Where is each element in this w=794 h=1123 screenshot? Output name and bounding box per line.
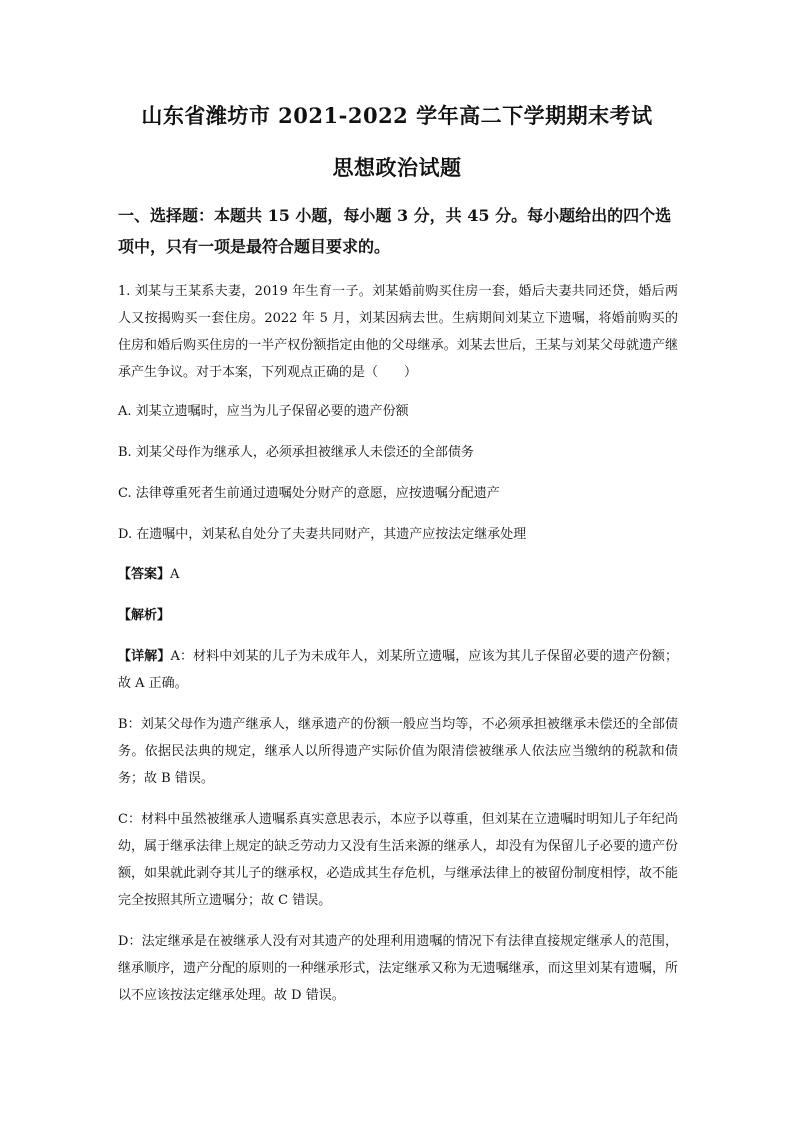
answer-tag: 【答案】 [118,567,171,582]
detail-d: D：法定继承是在被继承人没有对其遗产的处理利用遗嘱的情况下有法律直接规定继承人的范围，继承顺序，遗产分配的原则的一种继承形式，法定继承又称为无遗嘱继承，而这里刘某有遗嘱，所以不应该按法定继承处理。故 D 错误。 [118,934,678,1003]
analysis-tag [118,606,678,626]
answer-line [118,565,678,585]
detail-tag: 【详解】 [118,649,171,664]
answer-value: A [170,567,180,582]
option-b: B. 刘某父母作为继承人，必须承担被继承人未偿还的全部债务 [118,445,474,460]
section-heading: 一、选择题：本题共 15 小题，每小题 3 分，共 45 分。每小题给出的四个选项中，只有一项是最符合题目要求的。 [118,206,672,256]
detail-b: B：刘某父母作为遗产继承人，继承遗产的份额一般应当均等，不必须承担被继承未偿还的全部债务。依据民法典的规定，继承人以所得遗产实际价值为限清偿被继承人依法应当缴纳的税款和债务；故 B 错误。 [118,717,678,786]
question-stem: 1. 刘某与王某系夫妻，2019 年生育一子。刘某婚前购买住房一套，婚后夫妻共同还贷，婚后两人又按揭购买一套住房。2022 年 5 月，刘某因病去世。生病期间刘某立下遗嘱，将婚前购买的住房和婚后购买住房的一半产权份额指定由他的父母继承。刘某去世后，王某与刘某父母就遗产继承产生争议。对于本案，下列观点正确的是（ ） [118,284,678,380]
detail-c: C：材料中虽然被继承人遗嘱系真实意思表示，本应予以尊重，但刘某在立遗嘱时明知儿子年纪尚幼，属于继承法律上规定的缺乏劳动力又没有生活来源的继承人，却没有为保留儿子必要的遗产份额，如果就此剥夺其儿子的继承权，必造成其生存危机，与继承法律上的被留份制度相悖，故不能完全按照其所立遗嘱分；故 C 错误。 [118,812,678,908]
option-c: C. 法律尊重死者生前通过遗嘱处分财产的意愿，应按遗嘱分配遗产 [118,486,500,501]
document-title: 山东省潍坊市 2021-2022 学年高二下学期期末考试 [141,103,653,128]
detail-a-text: A：材料中刘某的儿子为未成年人，刘某所立遗嘱，应该为其儿子保留必要的遗产份额；故 A 正确。 [118,649,678,691]
option-a: A. 刘某立遗嘱时，应当为儿子保留必要的遗产份额 [118,404,409,419]
detail-a [118,643,678,697]
document-subtitle: 思想政治试题 [332,155,462,180]
analysis-label: 【解析】 [118,608,171,623]
option-d: D. 在遗嘱中，刘某私自处分了夫妻共同财产，其遗产应按法定继承处理 [118,527,527,542]
